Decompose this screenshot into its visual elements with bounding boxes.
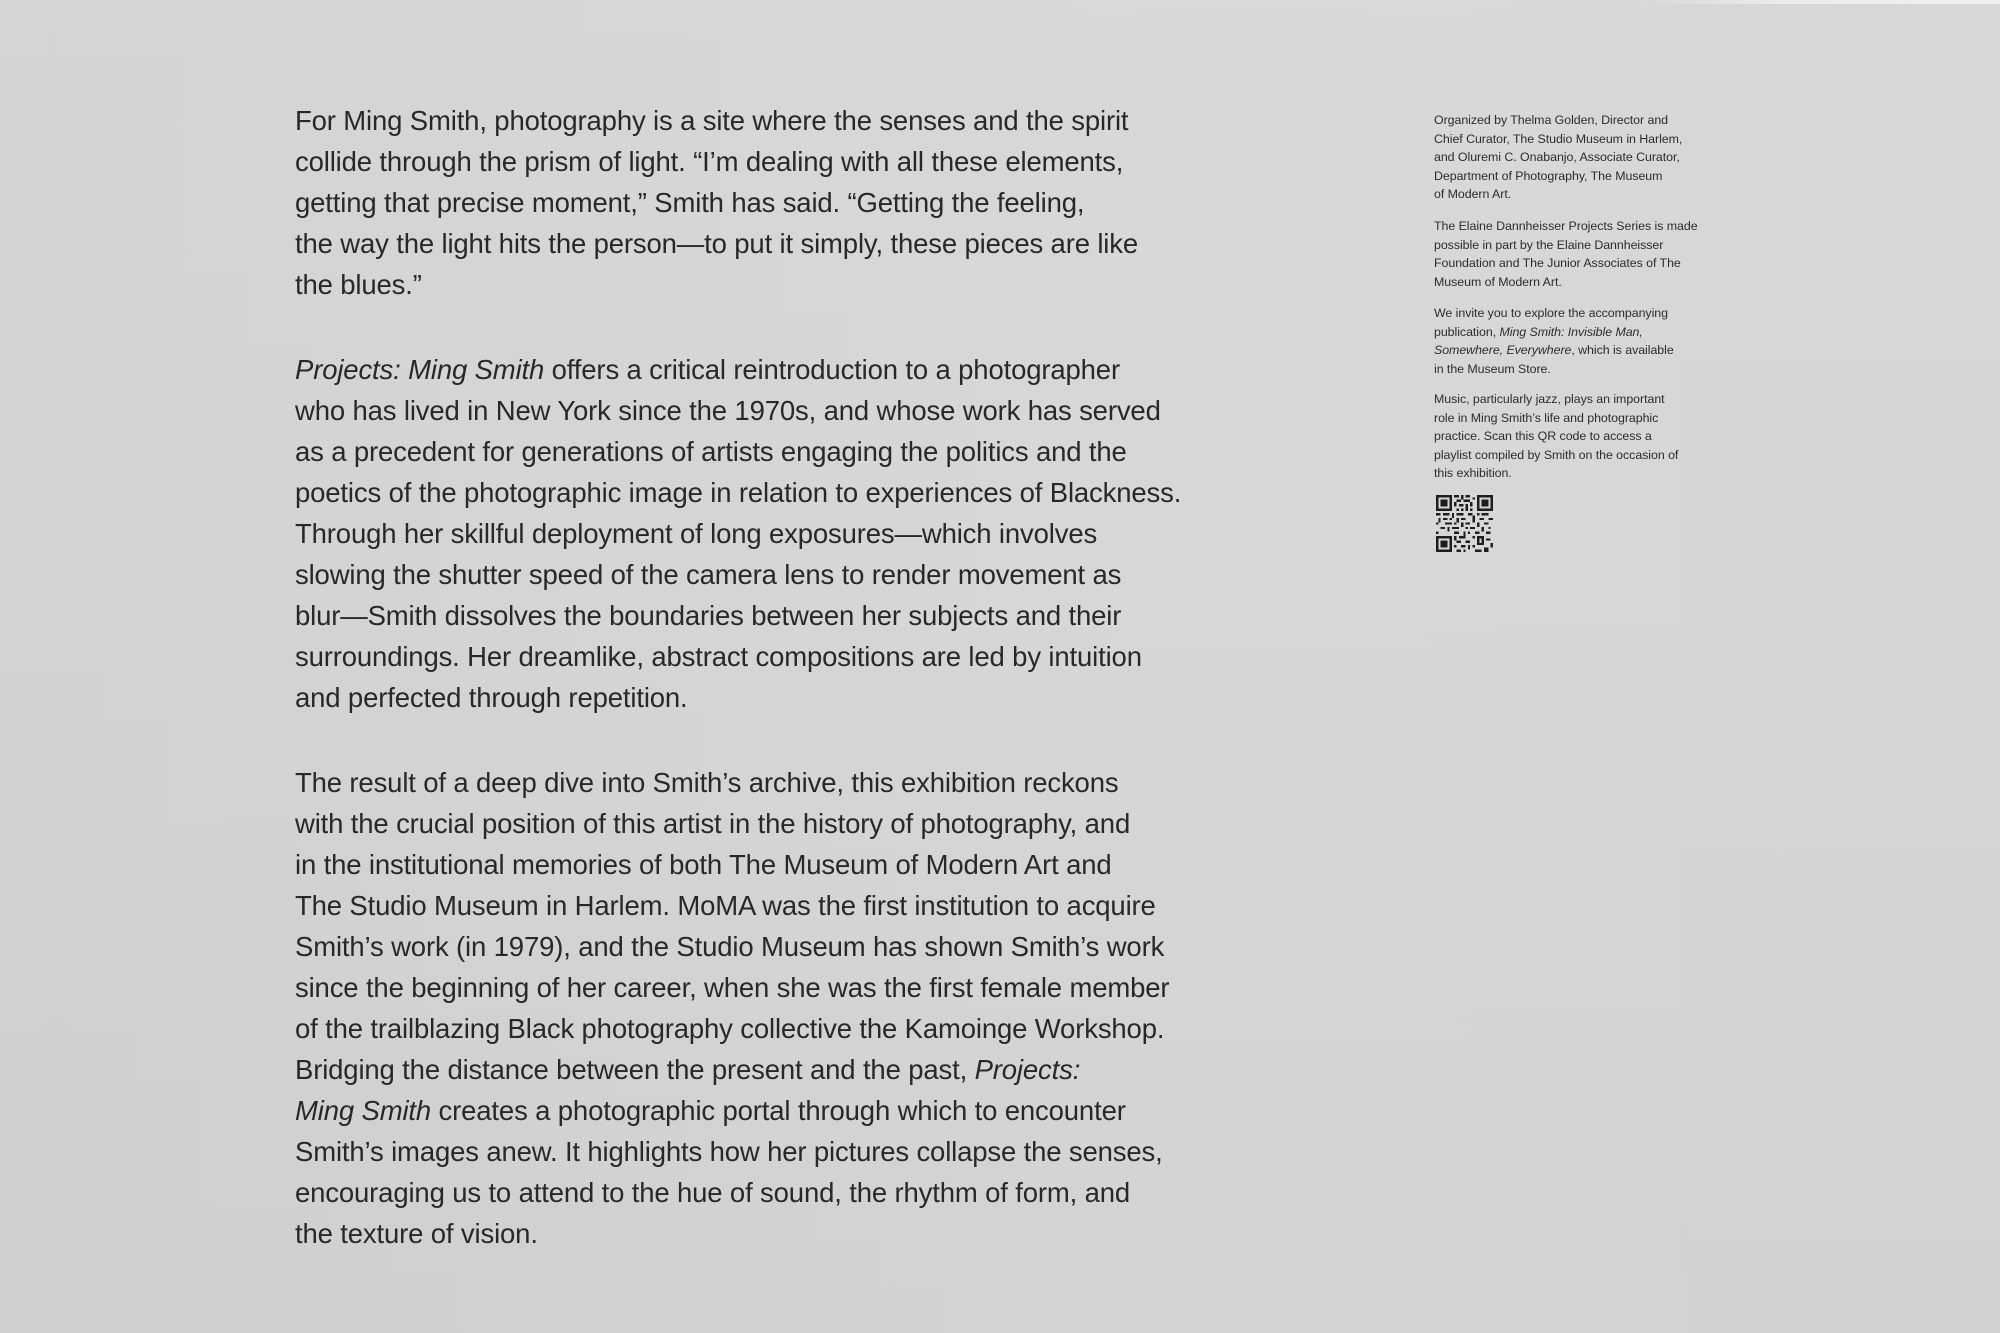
credits-line xyxy=(1434,409,1658,428)
text-run: Smith’s work (in 1979), and the Studio Museum has shown Smith’s work xyxy=(295,931,1165,962)
wall-text-line xyxy=(295,264,422,305)
wall-text-line xyxy=(295,100,1128,141)
credits-line xyxy=(1434,111,1668,130)
text-run: , which is available xyxy=(1571,343,1674,357)
wall-text-line xyxy=(295,1008,1164,1049)
credits-line xyxy=(1434,185,1511,204)
wall-text-line xyxy=(295,1213,538,1254)
credits-line xyxy=(1434,254,1681,273)
text-run: Smith’s images anew. It highlights how her pictures collapse the senses, xyxy=(295,1136,1163,1167)
text-run: The Elaine Dannheisser Projects Series is made xyxy=(1434,219,1698,233)
text-run: Museum of Modern Art. xyxy=(1434,274,1562,289)
text-run: offers a critical reintroduction to a photographer xyxy=(544,354,1120,385)
wall-text-line xyxy=(295,431,1127,472)
text-run: the texture of vision. xyxy=(295,1218,538,1249)
wall-text-line xyxy=(295,844,1112,885)
text-run: The Studio Museum in Harlem. MoMA was the first institution to acquire xyxy=(295,890,1156,921)
wall-text-line xyxy=(295,1049,1080,1090)
text-run: Department of Photography, The Museum xyxy=(1434,168,1663,183)
text-run: in the institutional memories of both The Museum of Modern Art and xyxy=(295,849,1112,880)
text-run: slowing the shutter speed of the camera lens to render movement as xyxy=(295,559,1122,590)
credits-line xyxy=(1434,217,1698,236)
text-run: encouraging us to attend to the hue of sound, the rhythm of form, and xyxy=(295,1177,1131,1208)
wall-text-line xyxy=(295,967,1169,1008)
text-run: Bridging the distance between the present and the past, xyxy=(295,1054,975,1085)
credits-line xyxy=(1434,130,1682,149)
text-run: Organized by Thelma Golden, Director and xyxy=(1434,113,1669,127)
text-run: and Oluremi C. Onabanjo, Associate Curator, xyxy=(1434,150,1680,164)
wall-text-line xyxy=(295,926,1164,967)
credits-line xyxy=(1434,360,1551,379)
wall-text-line xyxy=(295,1172,1130,1213)
text-run: collide through the prism of light. “I’m dealing with all these elements, xyxy=(295,146,1124,177)
wall-text-line xyxy=(295,182,1084,223)
text-run: playlist compiled by Smith on the occasion of xyxy=(1434,447,1679,462)
text-run: role in Ming Smith’s life and photographic xyxy=(1434,410,1659,425)
text-run: of the trailblazing Black photography collective the Kamoinge Workshop. xyxy=(295,1013,1165,1044)
text-run: this exhibition. xyxy=(1434,466,1512,480)
italic-title-text: Projects: Ming Smith xyxy=(295,354,545,385)
italic-title-text: Ming Smith xyxy=(295,1095,432,1126)
wall-text-line xyxy=(295,349,1120,390)
credits-line xyxy=(1434,323,1643,342)
qr-code-icon[interactable] xyxy=(1436,495,1493,552)
text-run: Through her skillful deployment of long exposures—which involves xyxy=(295,518,1098,549)
text-run: surroundings. Her dreamlike, abstract compositions are led by intuition xyxy=(295,641,1142,672)
text-run: of Modern Art. xyxy=(1434,187,1512,201)
credits-line xyxy=(1434,446,1678,465)
credits-line xyxy=(1434,427,1652,446)
text-run: practice. Scan this QR code to access a xyxy=(1434,429,1652,443)
text-run: Chief Curator, The Studio Museum in Harlem, xyxy=(1434,131,1683,146)
italic-title-text: Projects: xyxy=(974,1054,1081,1085)
wall-text-line xyxy=(295,1090,1126,1131)
text-run: possible in part by the Elaine Dannheisser xyxy=(1434,237,1664,252)
text-run: since the beginning of her career, when she was the first female member xyxy=(295,972,1170,1003)
text-run: and perfected through repetition. xyxy=(295,682,688,713)
wall-text-line xyxy=(295,885,1156,926)
text-run: The result of a deep dive into Smith’s archive, this exhibition reckons xyxy=(295,767,1119,798)
wall-text-line xyxy=(295,595,1121,636)
wall-edge-highlight xyxy=(1640,0,2000,4)
wall-text-line xyxy=(295,1131,1163,1172)
text-run: blur—Smith dissolves the boundaries between her subjects and their xyxy=(295,600,1122,631)
text-run: Foundation and The Junior Associates of The xyxy=(1434,256,1681,270)
wall-text-line xyxy=(295,472,1181,513)
wall-text-line xyxy=(295,803,1130,844)
credits-line xyxy=(1434,390,1665,409)
wall-text-line xyxy=(295,223,1138,264)
text-run: poetics of the photographic image in relation to experiences of Blackness. xyxy=(295,477,1182,508)
text-run: For Ming Smith, photography is a site where the senses and the spirit xyxy=(295,105,1129,136)
text-run: creates a photographic portal through which to encounter xyxy=(431,1095,1126,1126)
credits-line xyxy=(1434,341,1674,360)
wall-text-line xyxy=(295,677,688,718)
text-run: publication, xyxy=(1434,324,1500,339)
italic-title-text: Ming Smith: Invisible Man, xyxy=(1499,324,1643,339)
wall-text-line xyxy=(295,762,1118,803)
text-run: as a precedent for generations of artists engaging the politics and the xyxy=(295,436,1127,467)
wall-text-line xyxy=(295,554,1121,595)
text-run: Music, particularly jazz, plays an important xyxy=(1434,392,1665,406)
text-run: with the crucial position of this artist in the history of photography, and xyxy=(295,808,1131,839)
text-run: We invite you to explore the accompanying xyxy=(1434,306,1668,320)
italic-title-text: Somewhere, Everywhere xyxy=(1434,343,1572,357)
credits-line xyxy=(1434,236,1663,255)
wall-text-line xyxy=(295,141,1123,182)
wall-text-line xyxy=(295,513,1097,554)
text-run: getting that precise moment,” Smith has said. “Getting the feeling, xyxy=(295,187,1085,218)
text-run: who has lived in New York since the 1970s, and whose work has served xyxy=(295,395,1161,426)
text-run: in the Museum Store. xyxy=(1434,361,1551,376)
wall-text-line xyxy=(295,390,1161,431)
credits-line xyxy=(1434,148,1680,167)
credits-line xyxy=(1434,304,1668,323)
credits-line xyxy=(1434,273,1562,292)
text-run: the way the light hits the person—to put it simply, these pieces are like xyxy=(295,228,1139,259)
credits-line xyxy=(1434,464,1512,483)
credits-line xyxy=(1434,167,1662,186)
wall-text-line xyxy=(295,636,1142,677)
text-run: the blues.” xyxy=(295,269,422,300)
